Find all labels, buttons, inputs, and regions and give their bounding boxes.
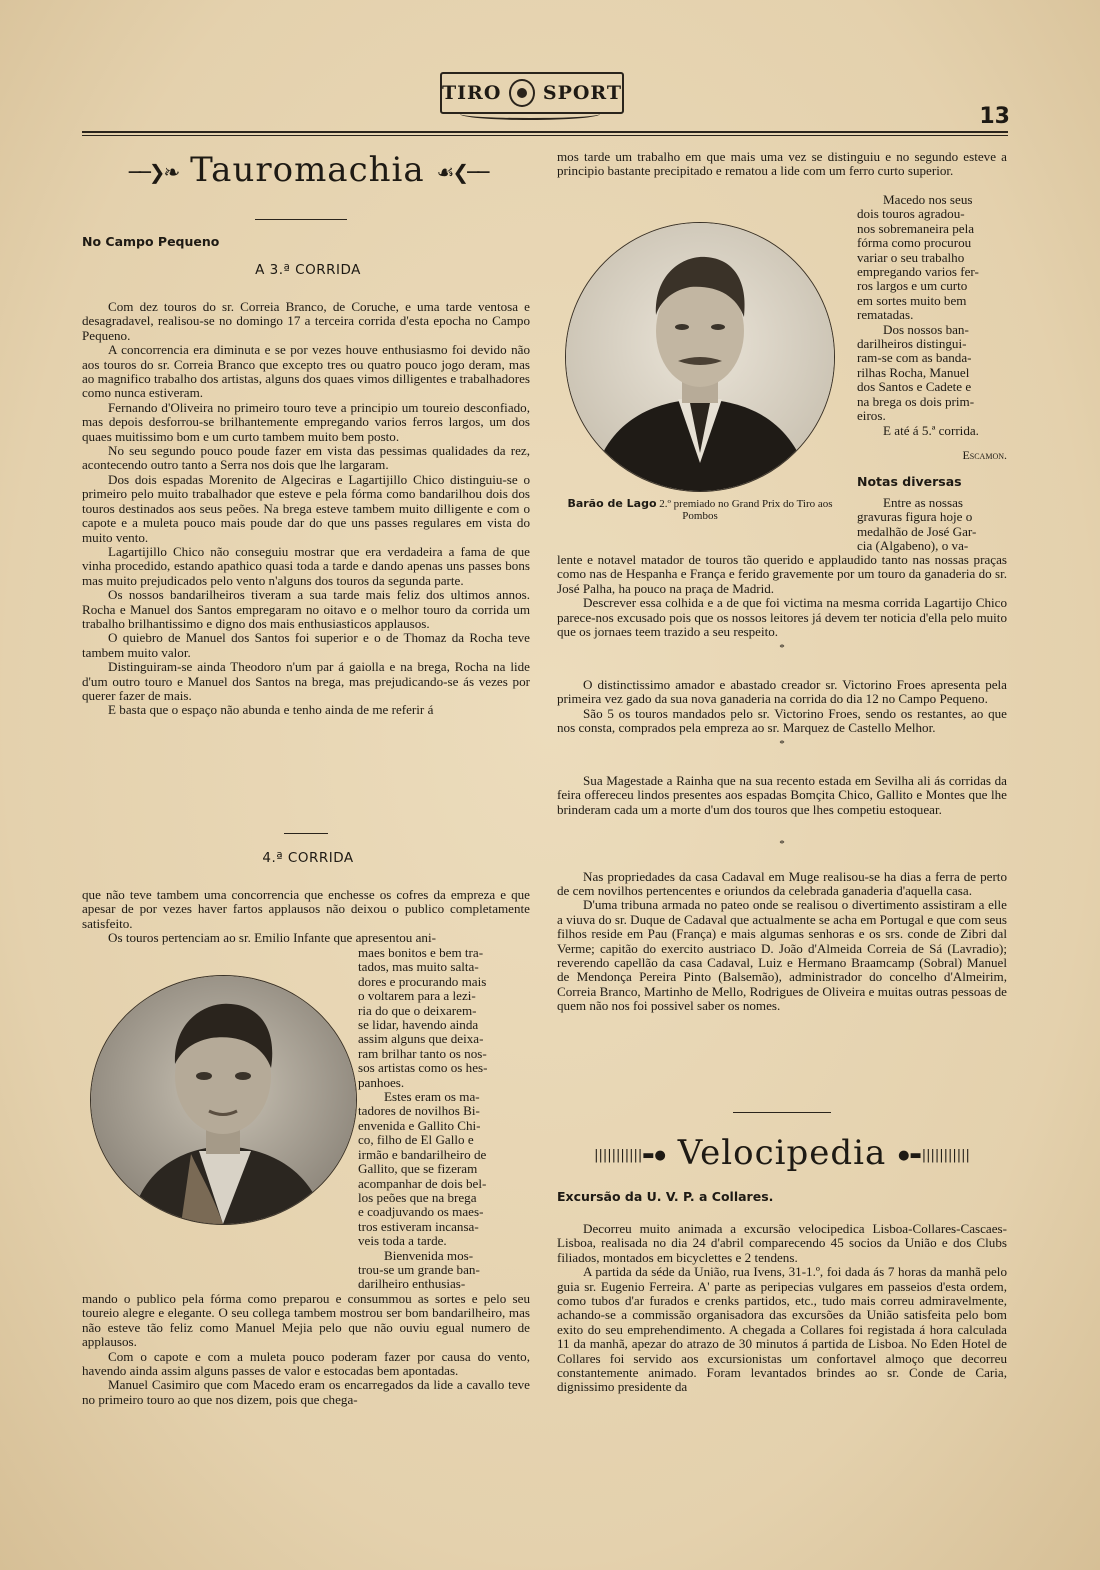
text-line: ram-se com as banda- bbox=[857, 350, 972, 366]
text-line: eiros. bbox=[857, 408, 886, 424]
paragraph: Distinguiram-se ainda Theodoro n'um par á gaiolla e na brega, Rocha na lide d'um outro touro e Manuel dos Santos na brega, mas prejudicando-se ás vezes por querer fazer de mais. bbox=[82, 659, 530, 703]
ornament-left-icon: ──❯❧ bbox=[128, 160, 179, 184]
paragraph: Dos dois espadas Morenito de Algeciras e Lagartijillo Chico distinguiu-se o primeiro pelo muito trabalhador que esteve e pela fórma como bandarilhou dois dos touros destinados aos seus peões. Na brega esteve tambem muito dilligente e com o capote e a muleta pouco mais poude dar do que uns passes regulares em vista do muito vento. bbox=[82, 471, 530, 545]
paragraph: No seu segundo pouco poude fazer em vista das pessimas qualidades da rez, acontecendo outro tanto a Serra nos dois que lhe largaram. bbox=[82, 443, 530, 473]
text-line: na brega os dois prim- bbox=[857, 393, 975, 409]
text-line: variar o seu trabalho bbox=[857, 249, 965, 265]
text-line: co, filho de El Gallo e bbox=[358, 1132, 474, 1148]
paragraph: A concorrencia era diminuta e se por vezes houve enthusiasmo foi devido não aos touros do sr. Correia Branco que excepto tres ou quatro pouco jogo deram, mas ao magnifico trabalho dos artistas, alguns dos quaes vimos dilligentes e trabalhadores como nunca estiveram. bbox=[82, 342, 530, 401]
text-line: envenida e Gallito Chi- bbox=[358, 1117, 481, 1133]
article-continuation bbox=[557, 150, 1007, 179]
portrait-image bbox=[91, 976, 356, 1224]
text-line: dos Santos e Cadete e bbox=[857, 379, 972, 395]
tauromachia-subhead: No Campo Pequeno bbox=[82, 234, 220, 249]
text-line: acompanhar de dois bel- bbox=[358, 1175, 487, 1191]
ornament-left-icon: |||||||||||▬● bbox=[594, 1147, 666, 1163]
paragraph: Fernando d'Oliveira no primeiro touro teve a principio um toureio desconfiado, mas depois desforrou-se brilhantemente empregando varios ferros largos, um dos quaes muitissimo bom e um curto tambem muito bem posto. bbox=[82, 399, 530, 444]
velocipedia-heading bbox=[557, 1133, 1007, 1173]
masthead-right: SPORT bbox=[542, 82, 622, 104]
masthead-logo bbox=[440, 72, 620, 120]
text-line: ria do que o deixarem- bbox=[358, 1002, 477, 1018]
notas-wrap-text bbox=[857, 496, 1007, 554]
text-line: medalhão de José Gar- bbox=[857, 523, 977, 539]
header-rule-thin bbox=[82, 135, 1008, 136]
paragraph: Nas propriedades da casa Cadaval em Muge realisou-se ha dias a ferra de perto de cem novilhos pertencentes e oriundos da celebrada ganaderia d'aquella casa. bbox=[557, 868, 1007, 898]
paragraph: Descrever essa colhida e a de que foi victima na mesma corrida Lagartijo Chico parece-nos excusado pois que os nossos leitores já devem ter noticia d'ella pelo muito que os jornaes teem trazido a seu respeito. bbox=[557, 595, 1007, 640]
corrida4-title: 4.ª CORRIDA bbox=[262, 850, 354, 866]
text-line: E até á 5.ª corrida. bbox=[883, 422, 979, 438]
separator-star: * bbox=[779, 738, 785, 751]
notas-subhead: Notas diversas bbox=[857, 474, 962, 489]
velocipedia-article bbox=[557, 1222, 1007, 1395]
text-line: empregando varios fer- bbox=[857, 264, 979, 280]
article-wrap-text bbox=[358, 946, 530, 1292]
text-line: fórma como procurou bbox=[857, 235, 972, 251]
article-wrap-text-right bbox=[857, 193, 1007, 438]
text-line: ros largos e um curto bbox=[857, 278, 968, 294]
paragraph: mos tarde um trabalho em que mais uma vez se distinguiu e no segundo esteve a principio bastante precipitado e rematou a lide com um ferro curto superior. bbox=[557, 149, 1007, 179]
scroll-ornament bbox=[460, 108, 600, 120]
text-line: Gallito, que se fizeram bbox=[358, 1161, 478, 1177]
text-line: o voltarem para a lezi- bbox=[358, 988, 476, 1004]
text-line: maes bonitos e bem tra- bbox=[358, 945, 484, 960]
portrait-image bbox=[566, 223, 834, 491]
paragraph: Os touros pertenciam ao sr. Emilio Infante que apresentou ani- bbox=[108, 930, 436, 946]
text-line: assim alguns que deixa- bbox=[358, 1031, 484, 1047]
caption-text: 2.º premiado no Grand Prix do Tiro aos Pombos bbox=[659, 498, 833, 522]
text-line: cia (Algabeno), o va- bbox=[857, 538, 969, 554]
section-divider bbox=[284, 833, 328, 834]
paragraph: E basta que o espaço não abunda e tenho ainda de me referir á bbox=[108, 702, 434, 718]
page-number: 13 bbox=[979, 104, 1010, 129]
text-line: dois touros agradou- bbox=[857, 206, 965, 222]
velocipedia-title: Velocipedia bbox=[677, 1133, 887, 1173]
text-line: dores e procurando mais bbox=[358, 973, 487, 989]
paragraph: São 5 os touros mandados pelo sr. Victorino Froes, sendo os restantes, ao que nos consta, comprados pela empreza ao sr. Marquez de Castello Melhor. bbox=[557, 705, 1007, 736]
ornament-right-icon: ☙❮── bbox=[436, 160, 488, 184]
text-line: e coadjuvando os maes- bbox=[358, 1204, 484, 1220]
tauromachia-heading bbox=[82, 150, 534, 190]
target-icon bbox=[509, 79, 534, 107]
article-corrida3 bbox=[82, 300, 530, 718]
matador-portrait bbox=[90, 975, 357, 1225]
paragraph: Com dez touros do sr. Correia Branco, de Coruche, e uma tarde ventosa e desagradavel, realisou-se no domingo 17 a terceira corrida d'esta epocha no Campo Pequeno. bbox=[82, 299, 530, 343]
paragraph: que não teve tambem uma concorrencia que enchesse os cofres da empreza e que apesar de por vezes haver fartos applausos não deixou o publico completamente satisfeito. bbox=[82, 887, 530, 931]
section-divider bbox=[733, 1112, 831, 1113]
caption-name: Barão de Lago bbox=[567, 497, 657, 510]
paragraph: O distinctissimo amador e abastado creador sr. Victorino Froes apresenta pela primeira vez gado da sua nova ganaderia na corrida do dia 12 no Campo Pequeno. bbox=[557, 676, 1007, 707]
text-line: tros estiveram incansa- bbox=[358, 1218, 479, 1234]
corrida3-title: A 3.ª CORRIDA bbox=[255, 262, 361, 278]
text-line: tadores de novilhos Bi- bbox=[358, 1103, 480, 1119]
text-line: Macedo nos seus bbox=[883, 192, 973, 207]
text-line: Bienvenida mos- bbox=[384, 1247, 474, 1263]
velocipedia-subhead: Excursão da U. V. P. a Collares. bbox=[557, 1189, 774, 1204]
paragraph: Decorreu muito animada a excursão velocipedica Lisboa-Collares-Cascaes-Lisboa, realisada no dia 24 d'abril comparecendo 45 socios da União e dos Clubs filiados, montados em bicyclettes e 2 tendens. bbox=[557, 1221, 1007, 1265]
separator-star: * bbox=[779, 838, 785, 851]
text-line: darilheiros distingui- bbox=[857, 336, 967, 352]
text-line: rematadas. bbox=[857, 307, 914, 323]
masthead-left: TIRO bbox=[442, 82, 502, 104]
text-line: sos artistas como os hes- bbox=[358, 1060, 488, 1076]
text-line: los peões que na brega bbox=[358, 1189, 477, 1205]
paragraph: lente e notavel matador de touros tão querido e applaudido tanto nas nossas praças como nas de Hespanha e França e ferido gravemente por um touro da ganaderia do sr. José Palha, ha pouco na praça de Madrid. bbox=[557, 552, 1007, 596]
paragraph: Sua Magestade a Rainha que na sua recento estada em Sevilha ali ás corridas da feira offereceu lindos presentes aos espadas Bomçita Chico, Gallito e Montes que lhe brinderam cada um a morte d'um dos touros que lhes competiu estoquear. bbox=[557, 772, 1007, 817]
paragraph: Lagartijillo Chico não conseguiu mostrar que era verdadeira a fama de que vinha procedido, estando apathico quasi toda a tarde e dando apenas uns passes bons mas muito prejudicados pelo vento n'alguns dos touros da segunda parte. bbox=[82, 543, 530, 588]
text-line: ram brilhar tanto os nos- bbox=[358, 1045, 487, 1061]
article-corrida4-end bbox=[82, 1292, 530, 1407]
paragraph: O quiebro de Manuel dos Santos foi superior e o de Thomaz da Rocha teve tambem muito valor. bbox=[82, 630, 530, 660]
text-line: veis toda a tarde. bbox=[358, 1233, 447, 1249]
text-line: se lidar, havendo ainda bbox=[358, 1017, 479, 1033]
paragraph: mando o publico pela fórma como preparou e consummou as sortes e pelo seu toureio alegre e elegante. O seu collega tambem mostrou ser bom bandarilheiro, mas não esteve tão feliz como Manuel Mejia pelo que não ouviu egual numero de applausos. bbox=[82, 1291, 530, 1350]
signature: Escamon. bbox=[962, 448, 1007, 462]
text-line: em sortes muito bem bbox=[857, 292, 967, 308]
paragraph: Com o capote e com a muleta pouco poderam fazer por causa do vento, havendo ainda assim alguns passes de valor e estocadas bem apontadas. bbox=[82, 1348, 530, 1379]
notas-article bbox=[557, 553, 1007, 1014]
paragraph: A partida da séde da União, rua Ivens, 31-1.º, foi dada ás 7 horas da manhã pelo guia sr. Eugenio Ferreira. A' parte as peripecias vulgares em passeios d'esta ordem, como tubos d'ar furados e crenks partidos, etc., tudo mais correu admiravelmente, achando-se a commissão organisadora das excursões da União satisfeita pelo bom exito do seu emprehendimento. A chegada a Collares foi registada á hora calculada 11 da manhã, apezar do atrazo de 30 minutos á partida de Lisboa. No Eden Hotel de Collares foi servido aos excursionistas um confortavel almoço que decorreu constantemente animado. Foram levantados brindes ao sr. Conde de Caria, dignissimo presidente da bbox=[557, 1264, 1007, 1395]
separator-star: * bbox=[779, 642, 785, 655]
text-line: Estes eram os ma- bbox=[384, 1089, 480, 1105]
section-divider bbox=[255, 219, 347, 220]
header-rule bbox=[82, 131, 1008, 133]
text-line: tados, mas muito salta- bbox=[358, 959, 479, 975]
text-line: Dos nossos ban- bbox=[883, 321, 969, 337]
paragraph: D'uma tribuna armada no pateo onde se realisou o divertimento assistiram a elle a viuva do sr. Duque de Cadaval que actualmente se acha em Portugal e que com seus filhos reside em Pau (França) e mais algumas senhoras e os srs. conde de Zibri dal Verme; capitão do exercito austriaco D. João d'Almeida Correia de Sá (Lavradio); reverendo capellão da casa Cadaval, Luiz e Hermano Braamcamp (Sobral) Manuel de Mendonça Pereira Pinto (Balsemão), administrador do concelho d'Almeirim, Correia Branco, Martinho de Mello, Rodrigues de Oliveira e muitas outras pessoas de quem não nos foi possivel saber os nomes. bbox=[557, 897, 1007, 1014]
text-line: panhoes. bbox=[358, 1074, 405, 1090]
barao-caption bbox=[555, 498, 845, 522]
text-line: gravuras figura hoje o bbox=[857, 509, 973, 525]
paragraph: Os nossos bandarilheiros tiveram a sua tarde mais feliz dos ultimos annos. Rocha e Manuel dos Santos empregaram no oitavo e o melhor touro da corrida um trabalho brilhantissimo e digno dos mais enthusiasticos applausos. bbox=[82, 587, 530, 631]
tauromachia-title: Tauromachia bbox=[190, 150, 425, 190]
text-line: darilheiro enthusias- bbox=[358, 1276, 466, 1292]
text-line: Entre as nossas bbox=[883, 495, 964, 510]
paragraph: Manuel Casimiro que com Macedo eram os encarregados da lide a cavallo teve no primeiro touro ao que nos dizem, pois que chega- bbox=[82, 1377, 530, 1407]
barao-portrait bbox=[565, 222, 835, 492]
text-line: rilhas Rocha, Manuel bbox=[857, 364, 970, 380]
text-line: trou-se um grande ban- bbox=[358, 1261, 480, 1277]
text-line: irmão e bandarilheiro de bbox=[358, 1146, 487, 1162]
text-line: nos sobremaneira pela bbox=[857, 220, 975, 236]
ornament-right-icon: ●▬||||||||||| bbox=[898, 1147, 970, 1163]
article-corrida4 bbox=[82, 888, 530, 946]
